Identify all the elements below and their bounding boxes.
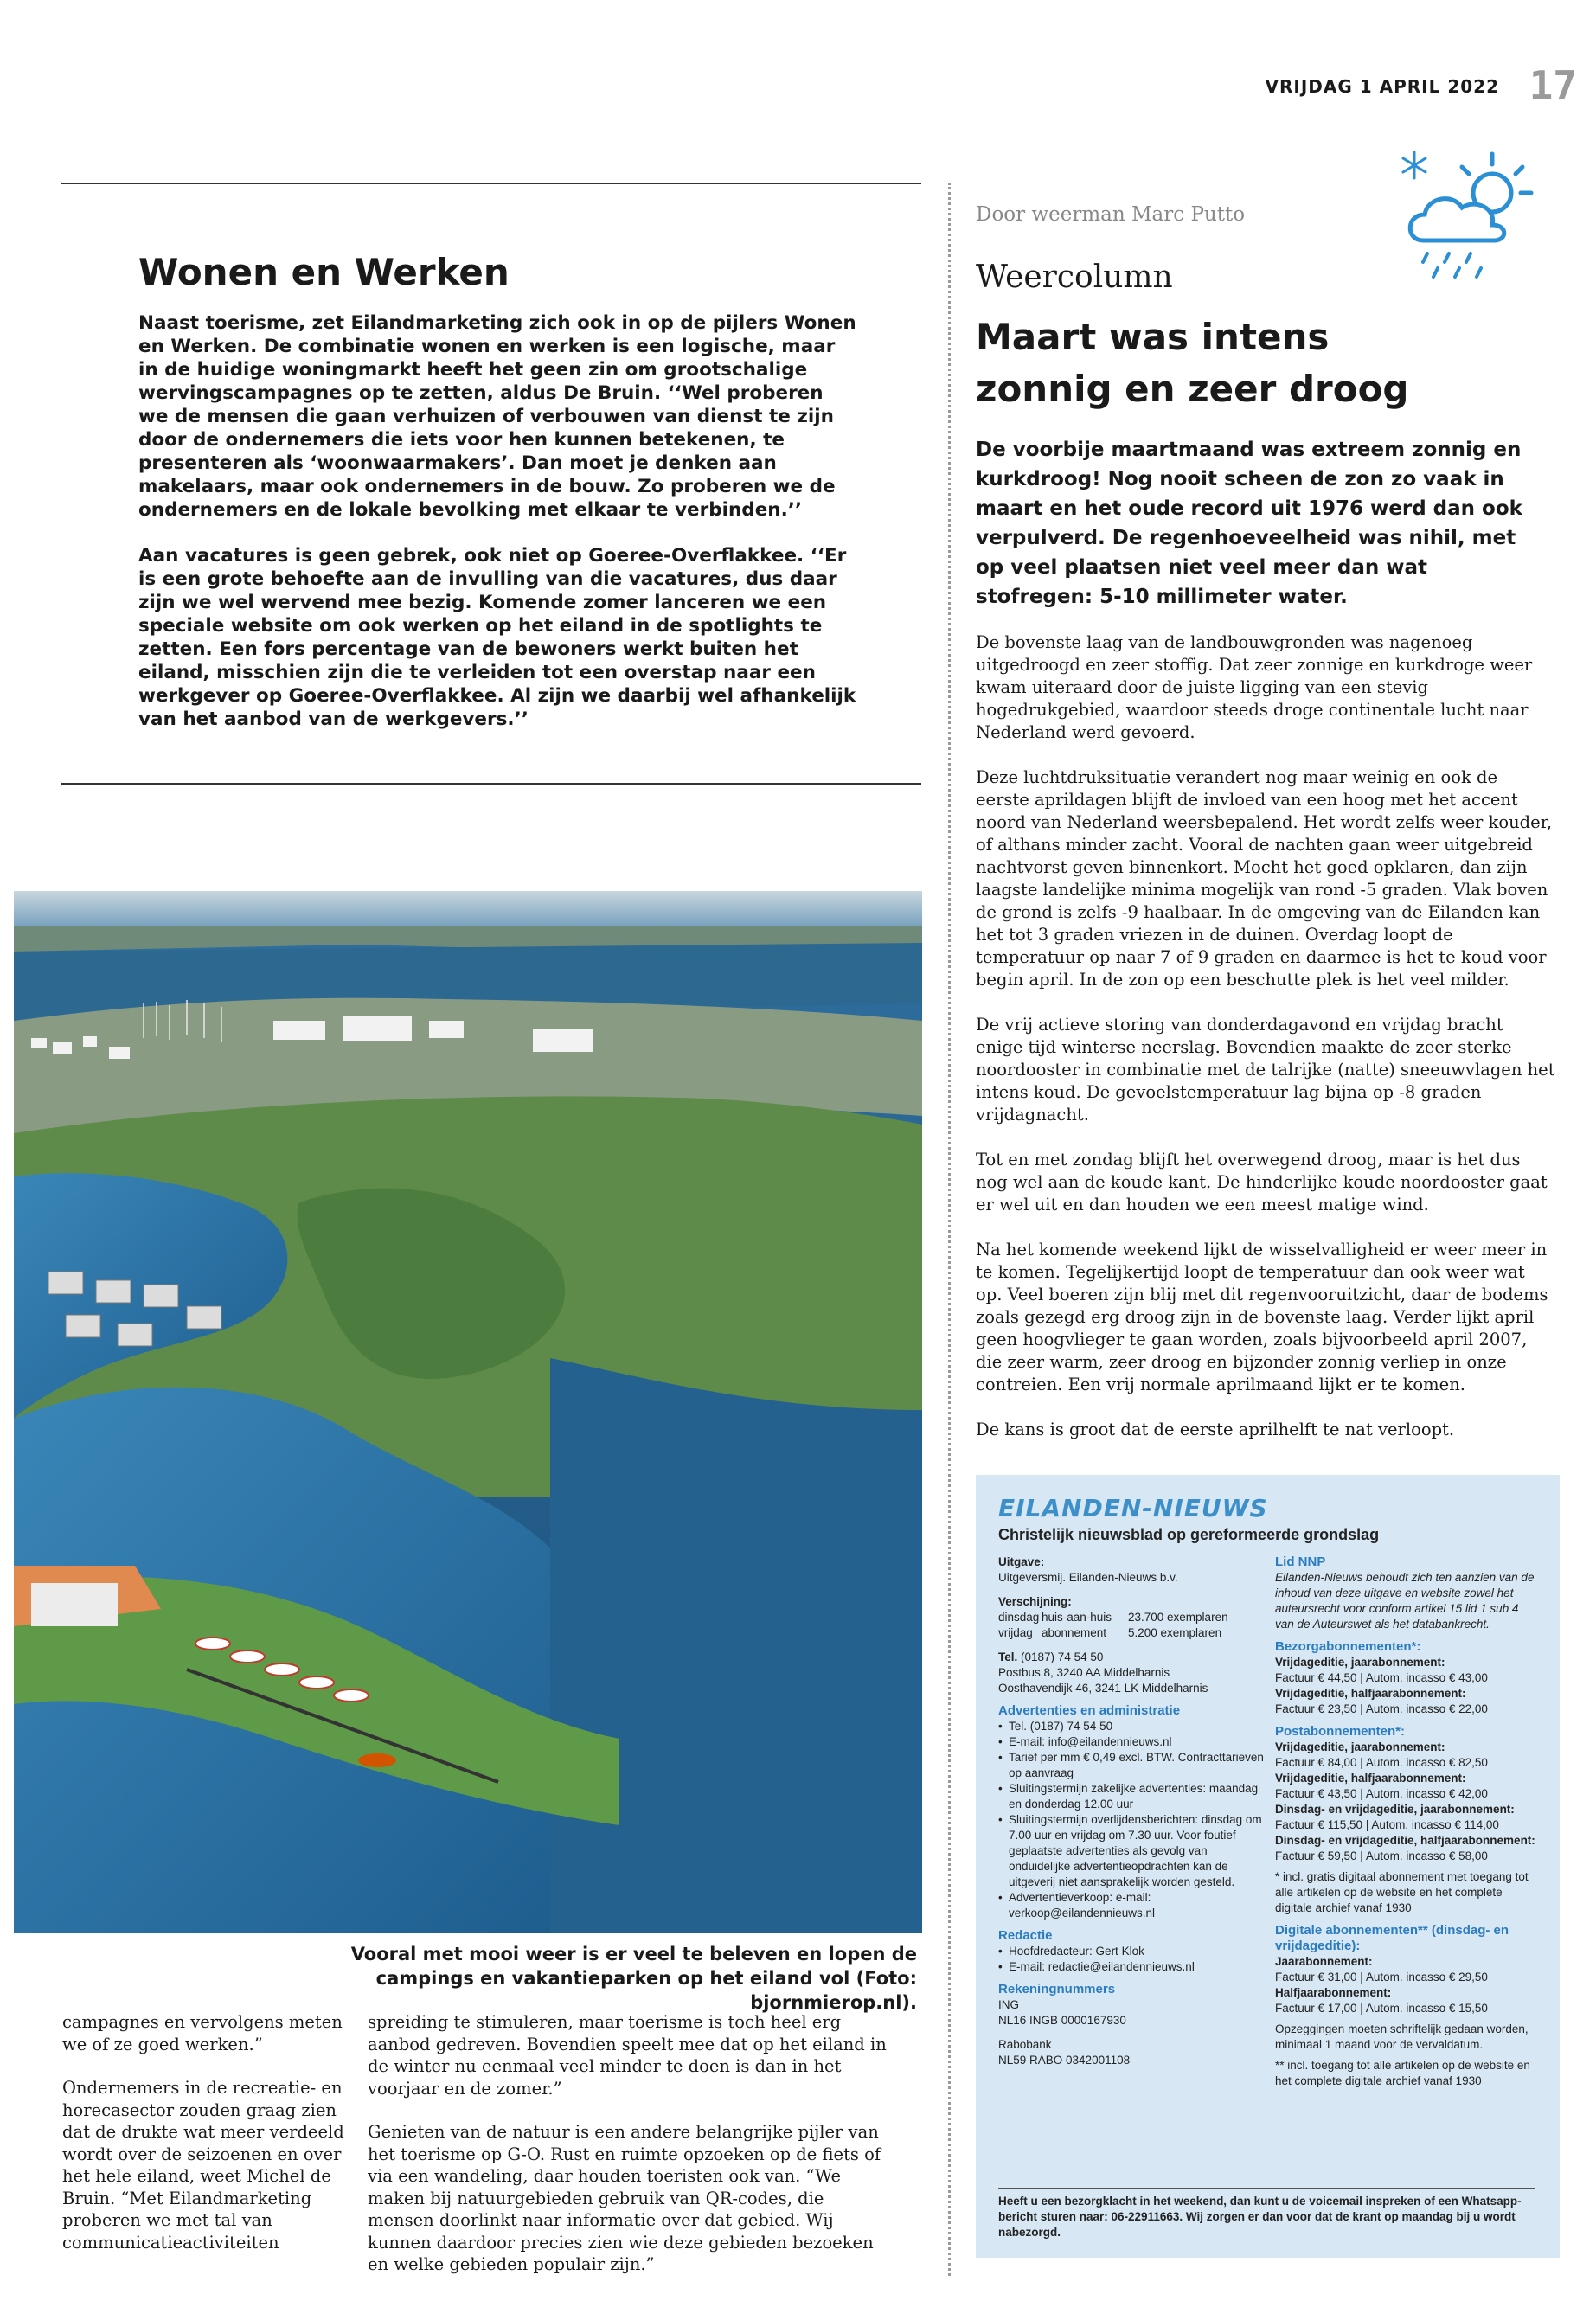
article-paragraph: Na het komende weekend lijkt de wisselvalligheid er weer meer in te komen. Tegelijkertijd loopt de temperatuur dan ook weer wat op. Veel boeren zijn blij met dit regenvooruitzicht, daar de bodems zoals gezegd erg droog zijn in de bovenste laag. Verder lijkt april geen hoogvlieger te gaan worden, zoals bijvoorbeeld april 2007, die zeer warm, zeer droog en bijzonder zonnig verliep in onze contreien. Een vrij normale aprilmaand lijkt er te komen. xyxy=(976,1240,1548,1394)
divider-rule xyxy=(61,783,921,785)
article-paragraph: campagnes en vervolgens meten we of ze goed werken.” xyxy=(62,2012,343,2054)
article-paragraph: Deze luchtdruksituatie verandert nog maar weinig en ook de eerste aprildagen blijft de invloed van een hoog met het accent noord van Nederland weersbepalend. Het wordt zelfs weer kouder, of althans minder zacht. Vooral de nachten gaan weer uitgebreid nachtvorst geven binnenkort. Mocht het goed opklaren, dan zijn laagste landelijke minima mogelijk van rond -5 graden. Vlak boven de grond is zelfs -9 haalbaar. In de omgeving van de Eilanden kan het tot 3 graden vriezen in de duinen. Overdag loopt de temperatuur op naar 7 of 9 graden en daarmee is het te koud voor begin april. In de zon op een beschutte plek is het veel milder. xyxy=(976,767,1553,990)
rekening-line: NL16 INGB 0000167930 xyxy=(998,2014,1126,2027)
article-paragraph: De bovenste laag van de landbouwgronden was nagenoeg uitgedroogd en zeer stoffig. Dat zeer zonnige en kurkdroge weer kwam uiteraard door de juiste ligging van een stevig hogedrukgebied, waardoor steeds droge continentale lucht naar Nederland werd gevoerd. xyxy=(976,632,1533,742)
post-line: Dinsdag- en vrijdageditie, jaarabonnement: xyxy=(1275,1803,1515,1816)
article-paragraph: Tot en met zondag blijft het overwegend droog, maar is het dus nog wel aan de koude kant. De hinderlijke koude noordooster gaat er wel uit en dan houden we een meest matige wind. xyxy=(976,1150,1548,1215)
post-note: * incl. gratis digitaal abonnement met toegang tot alle artikelen op de website en het complete digitale archief vanaf 1930 xyxy=(1275,1870,1529,1914)
newspaper-tagline: Christelijk nieuwsblad op gereformeerde grondslag xyxy=(998,1526,1380,1543)
article-paragraph: De vrij actieve storing van donderdagavond en vrijdag bracht enige tijd winterse neerslag. Bovendien maakte de zeer sterke noordooster in combinatie met de talrijke (natte) sneeuwvlagen het intens koud. De gevoelstemperatuur lag bijna op -8 graden vrijdagnacht. xyxy=(976,1015,1555,1125)
weather-snow-sun-cloud-icon xyxy=(1397,145,1544,284)
rekening-line: Rabobank xyxy=(998,2038,1052,2051)
advertenties-item: • Sluitingstermijn zakelijke advertenties: maandag en donderdag 12.00 uur xyxy=(998,1781,1266,1812)
newspaper-logo: EILANDEN-NIEUWS xyxy=(998,1494,1268,1522)
bezorg-line: Vrijdageditie, jaarabonnement: xyxy=(1275,1656,1445,1669)
weather-body xyxy=(976,631,1555,1464)
post-line: Dinsdag- en vrijdageditie, halfjaarabonnement: xyxy=(1275,1834,1535,1847)
post-line: Factuur € 43,50 | Autom. incasso € 42,00 xyxy=(1275,1787,1488,1800)
nnp-text: Eilanden-Nieuws behoudt zich ten aanzien van de inhoud van deze uitgave en website zowel het auteursrecht voor conform artikel 15 lid 1 sub 4 van de Auteurswet als het databankrecht. xyxy=(1275,1571,1535,1631)
post-line: Vrijdageditie, jaarabonnement: xyxy=(1275,1740,1445,1753)
divider-rule xyxy=(61,183,921,184)
digitaal-line: Factuur € 31,00 | Autom. incasso € 29,50 xyxy=(1275,1971,1488,1984)
post-line: Factuur € 59,50 | Autom. incasso € 58,00 xyxy=(1275,1849,1488,1862)
article-body xyxy=(138,311,856,753)
uitgave-text: Uitgeversmij. Eilanden-Nieuws b.v. xyxy=(998,1571,1178,1584)
colofon-left-column xyxy=(998,1554,1266,2068)
redactie-heading: Redactie xyxy=(998,1928,1053,1943)
advertenties-item: • Advertentieverkoop: e-mail: verkoop@eilandennieuws.nl xyxy=(998,1890,1266,1921)
postbus: Postbus 8, 3240 AA Middelharnis xyxy=(998,1666,1170,1679)
column-label: Weercolumn xyxy=(976,260,1173,295)
article-paragraph: Ondernemers in de recreatie- en horecasector zouden graag zien dat de drukte wat meer verdeeld wordt over de seizoenen en over het hele eiland, weet Michel de Bruin. “Met Eilandmarketing proberen we met tal van communicatieactiviteiten xyxy=(62,2078,344,2253)
rekening-line: ING xyxy=(998,1998,1020,2011)
weather-headline: Maart was intens zonnig en zeer droog xyxy=(976,316,1409,410)
redactie-item: • E-mail: redactie@eilandennieuws.nl xyxy=(998,1959,1266,1975)
bezorg-heading: Bezorgabonnementen*: xyxy=(1275,1639,1421,1654)
post-line: Factuur € 115,50 | Autom. incasso € 114,00 xyxy=(1275,1818,1499,1831)
article-column xyxy=(368,2011,895,2298)
issue-date: VRIJDAG 1 APRIL 2022 xyxy=(1265,76,1499,97)
digitaal-line: Factuur € 17,00 | Autom. incasso € 15,50 xyxy=(1275,2002,1488,2015)
page-number: 17 xyxy=(1529,62,1577,109)
bezorg-line: Vrijdageditie, halfjaarabonnement: xyxy=(1275,1687,1466,1700)
rekening-line: NL59 RABO 0342001108 xyxy=(998,2054,1131,2067)
address: Oosthavendijk 46, 3241 LK Middelharnis xyxy=(998,1682,1208,1695)
weather-lead: De voorbije maartmaand was extreem zonnig en kurkdroog! Nog nooit scheen de zon zo vaak in maart en het oude record uit 1976 werd dan ook verpulverd. De regenhoeveelheid was nihil, met op veel plaatsen niet veel meer dan wat stofregen: 5-10 millimeter water. xyxy=(976,439,1522,608)
advertenties-item: • Tarief per mm € 0,49 excl. BTW. Contracttarieven op aanvraag xyxy=(998,1750,1266,1781)
advertenties-item: • Tel. (0187) 74 54 50 xyxy=(998,1719,1266,1734)
bezorg-line: Factuur € 44,50 | Autom. incasso € 43,00 xyxy=(1275,1671,1488,1684)
post-line: Vrijdageditie, halfjaarabonnement: xyxy=(1275,1772,1466,1785)
article-paragraph: spreiding te stimuleren, maar toerisme is toch heel erg aanbod gedreven. Bovendien speelt mee dat op het eiland in de winter nu eenmaal veel minder te doen is dan in het voorjaar en de zomer.” xyxy=(368,2012,887,2099)
verschijning-heading: Verschijning: xyxy=(998,1595,1072,1608)
column-divider xyxy=(948,183,951,2276)
digitaal-line: Jaarabonnement: xyxy=(1275,1955,1373,1968)
article-column xyxy=(62,2011,348,2275)
digitaal-heading: Digitale abonnementen** (dinsdag- en vrijdageditie): xyxy=(1275,1923,1509,1953)
aerial-photo xyxy=(14,891,922,1933)
redactie-item: • Hoofdredacteur: Gert Klok xyxy=(998,1944,1266,1959)
digitaal-line: Halfjaarabonnement: xyxy=(1275,1986,1392,1999)
telephone: Tel. (0187) 74 54 50 xyxy=(998,1650,1104,1663)
advertenties-item: • E-mail: info@eilandennieuws.nl xyxy=(998,1734,1266,1750)
colofon-box xyxy=(976,1475,1560,2258)
article-paragraph: Genieten van de natuur is een andere belangrijke pijler van het toerisme op G-O. Rust en ruimte opzoeken op de fiets of via een wandeling, daar houden toeristen ook van. “We maken bij natuurgebieden gebruik van QR-codes, die mensen doorlinkt naar informatie over dat gebied. Wij kunnen daardoor precies zien wie deze gebieden bezoeken en welke gebieden populair zijn.” xyxy=(368,2122,881,2274)
colofon-right-column xyxy=(1275,1554,1539,2089)
article-headline: Wonen en Werken xyxy=(138,251,510,293)
uitgave-heading: Uitgave: xyxy=(998,1555,1045,1568)
photo-caption: Vooral met mooi weer is er veel te beleven en lopen de campings en vakantieparken op het eiland vol (Foto: bjornmierop.nl). xyxy=(350,1944,917,2013)
post-line: Factuur € 84,00 | Autom. incasso € 82,50 xyxy=(1275,1756,1488,1769)
advertenties-heading: Advertenties en administratie xyxy=(998,1703,1181,1718)
verschijning-row: dinsdag huis-aan-huis 23.700 exemplaren xyxy=(998,1611,1228,1624)
bezorg-line: Factuur € 23,50 | Autom. incasso € 22,00 xyxy=(1275,1702,1488,1715)
nnp-heading: Lid NNP xyxy=(1275,1554,1326,1569)
verschijning-row: vrijdag abonnement 5.200 exemplaren xyxy=(998,1626,1222,1639)
article-paragraph: Aan vacatures is geen gebrek, ook niet op Goeree-Overflakkee. ‘‘Er is een grote behoefte aan de invulling van die vacatures, dus daar zijn we wel wervend mee bezig. Komende zomer lanceren we een speciale website om ook werken op het eiland in de spotlights te zetten. Een fors percentage van de bewoners werkt buiten het eiland, misschien zijn die te verleiden tot een overstap naar een werkgever op Goeree-Overflakkee. Al zijn we daarbij wel afhankelijk van het aanbod van de werkgevers.’’ xyxy=(138,545,856,730)
colofon-footer: Heeft u een bezorgklacht in het weekend, dan kunt u de voicemail inspreken of een Whatsapp-bericht sturen naar: 06-22911663. Wij zorgen er dan voor dat de krant op maandag bij u wordt nabezorgd. xyxy=(998,2188,1535,2240)
opzegging-text: Opzeggingen moeten schriftelijk gedaan worden, minimaal 1 maand voor de vervaldatum. xyxy=(1275,2022,1529,2051)
article-paragraph: Naast toerisme, zet Eilandmarketing zich ook in op de pijlers Wonen en Werken. De combinatie wonen en werken is een logische, maar in de huidige woningmarkt heeft het geen zin om grootschalige wervingscampagnes op te zetten, aldus De Bruin. ‘‘Wel proberen we de mensen die gaan verhuizen of verbouwen van dienst te zijn door de ondernemers die iets voor hen kunnen betekenen, te presenteren als ‘woonwaarmakers’. Dan moet je denken aan makelaars, maar ook ondernemers in de bouw. Zo proberen we de ondernemers en de lokale bevolking met elkaar te verbinden.’’ xyxy=(138,312,856,521)
byline: Door weerman Marc Putto xyxy=(976,203,1246,226)
article-paragraph: De kans is groot dat de eerste aprilhelft te nat verloopt. xyxy=(976,1420,1455,1439)
post-heading: Postabonnementen*: xyxy=(1275,1724,1406,1739)
digitaal-note: ** incl. toegang tot alle artikelen op de website en het complete digitale archief vanaf 1930 xyxy=(1275,2059,1530,2087)
rekening-heading: Rekeningnummers xyxy=(998,1982,1116,1997)
advertenties-item: • Sluitingstermijn overlijdensberichten: dinsdag om 7.00 uur en vrijdag om 7.30 uur. Voor foutief geplaatste advertenties als gevolg van onduidelijke advertentieopdrachten kan de uitgeverij niet aansprakelijk worden gesteld. xyxy=(998,1812,1266,1890)
